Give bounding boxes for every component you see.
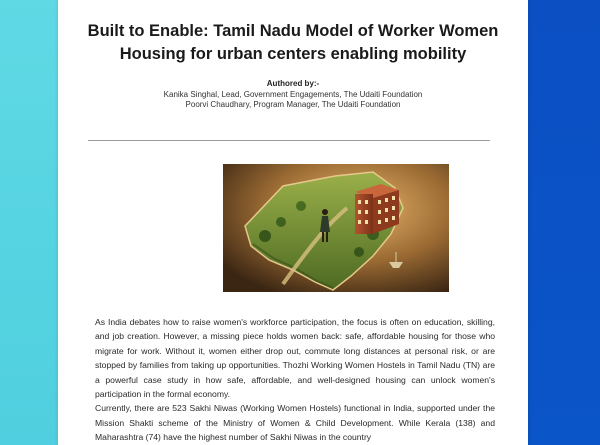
- author-2: Poorvi Chaudhary, Program Manager, The Udaiti Foundation: [185, 100, 401, 109]
- left-background-band: [0, 0, 58, 445]
- authored-by-label: Authored by:-: [266, 79, 320, 88]
- section-divider: [88, 140, 490, 141]
- paragraph-1: As India debates how to raise women's workforce participation, the focus is often on education, skilling, and job creation. However, a missing piece holds women back: safe, affordable housing for those who migrate for work. Without it, women either drop out, commute long distances at personal risk, or are stopped by families from taking up opportunities. Thozhi Working Women Hostels in Tamil Nadu (TN) are a powerful case study in how safe, affordable, and well-designed housing can unlock women's participation in the formal economy.: [95, 317, 495, 400]
- document-title: [58, 20, 528, 66]
- title-line-1: Built to Enable: Tamil Nadu Model of Worker Women: [87, 22, 499, 40]
- body-text: [95, 315, 495, 445]
- paragraph-2: Currently, there are 523 Sakhi Niwas (Working Women Hostels) functional in India, supported under the Mission Shakti scheme of the Ministry of Women & Child Development. While Kerala (138) and Maharashtra (74) have the highest number of Sakhi Niwas in the country: [95, 403, 495, 443]
- document-page: [58, 0, 528, 445]
- illustration-svg: [223, 164, 449, 292]
- right-background-band: [528, 0, 600, 445]
- author-1: Kanika Singhal, Lead, Government Engagements, The Udaiti Foundation: [163, 90, 423, 99]
- cover-illustration: [223, 164, 449, 292]
- title-line-2: Housing for urban centers enabling mobility: [119, 45, 467, 63]
